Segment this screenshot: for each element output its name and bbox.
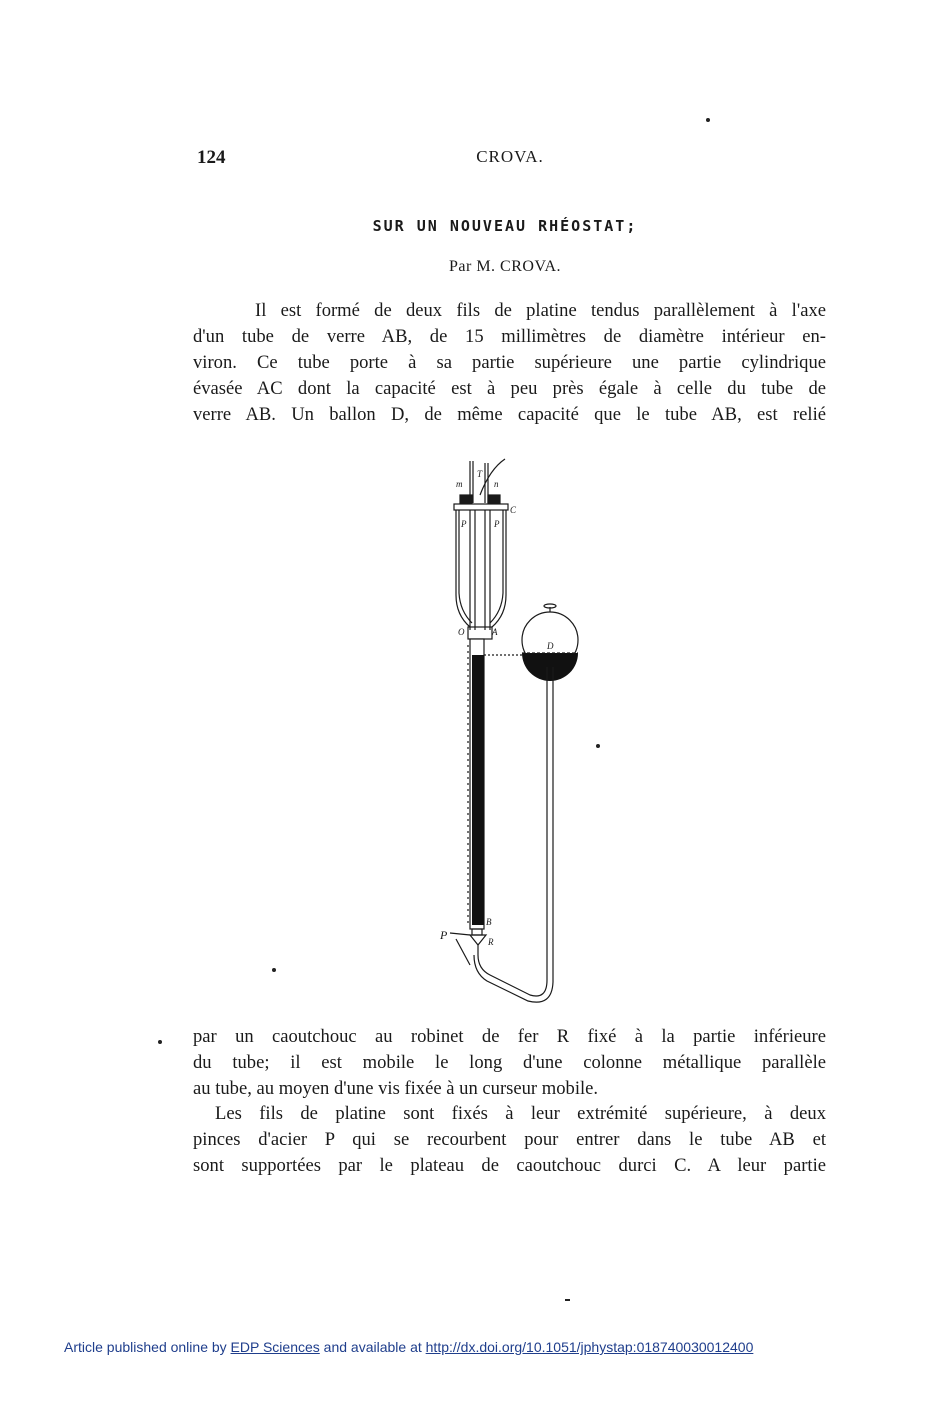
label-m: m <box>456 479 463 489</box>
text-line: sont supportées par le plateau de caoutchouc durci C. A leur partie <box>193 1155 826 1176</box>
footer-notice <box>64 1339 753 1355</box>
running-head: CROVA. <box>476 147 544 166</box>
label-C: C <box>510 505 517 515</box>
label-T: T <box>477 469 483 479</box>
text-line: évasée AC dont la capacité est à peu près égale à celle du tube de <box>193 378 826 399</box>
footer-middle: and available at <box>323 1339 422 1355</box>
paragraph-1 <box>193 298 826 428</box>
label-P-bottom: P <box>440 928 448 942</box>
author-line: Par M. CROVA. <box>449 258 561 275</box>
text-line: Il est formé de deux fils de platine tendus parallèlement à l'axe <box>255 300 826 321</box>
stray-mark <box>272 968 276 972</box>
label-P-top-left: P <box>461 519 467 529</box>
stray-mark <box>158 1040 162 1044</box>
rheostat-figure <box>430 455 600 1010</box>
label-P-top-right: P <box>494 519 500 529</box>
stray-mark <box>706 118 710 122</box>
text-line: d'un tube de verre AB, de 15 millimètres de diamètre intérieur en- <box>193 326 826 347</box>
text-line: pinces d'acier P qui se recourbent pour entrer dans le tube AB et <box>193 1129 826 1150</box>
text-line: viron. Ce tube porte à sa partie supérieure une partie cylindrique <box>193 352 826 373</box>
footer-prefix: Article published online by <box>64 1339 227 1355</box>
text-line: au tube, au moyen d'une vis fixée à un curseur mobile. <box>193 1078 599 1099</box>
stray-mark <box>565 1299 570 1301</box>
text-line: par un caoutchouc au robinet de fer R fixé à la partie inférieure <box>193 1026 826 1047</box>
label-n: n <box>494 479 499 489</box>
text-line: verre AB. Un ballon D, de même capacité que le tube AB, est relié <box>193 404 826 425</box>
label-O: O <box>458 627 465 637</box>
label-D: D <box>547 641 554 651</box>
doi-link[interactable]: http://dx.doi.org/10.1051/jphystap:018740030012400 <box>425 1339 754 1355</box>
label-A: A <box>492 627 498 637</box>
text-line: du tube; il est mobile le long d'une colonne métallique parallèle <box>193 1052 826 1073</box>
page-number: 124 <box>197 147 226 168</box>
publisher-link[interactable]: EDP Sciences <box>230 1339 320 1355</box>
article-title: SUR UN NOUVEAU RHÉOSTAT; <box>372 217 638 235</box>
label-R: R <box>488 937 494 947</box>
stray-mark <box>596 744 600 748</box>
paragraph-2 <box>193 1024 826 1102</box>
paragraph-3 <box>193 1101 826 1179</box>
label-B: B <box>486 917 492 927</box>
text-line: Les fils de platine sont fixés à leur extrémité supérieure, à deux <box>215 1103 826 1124</box>
